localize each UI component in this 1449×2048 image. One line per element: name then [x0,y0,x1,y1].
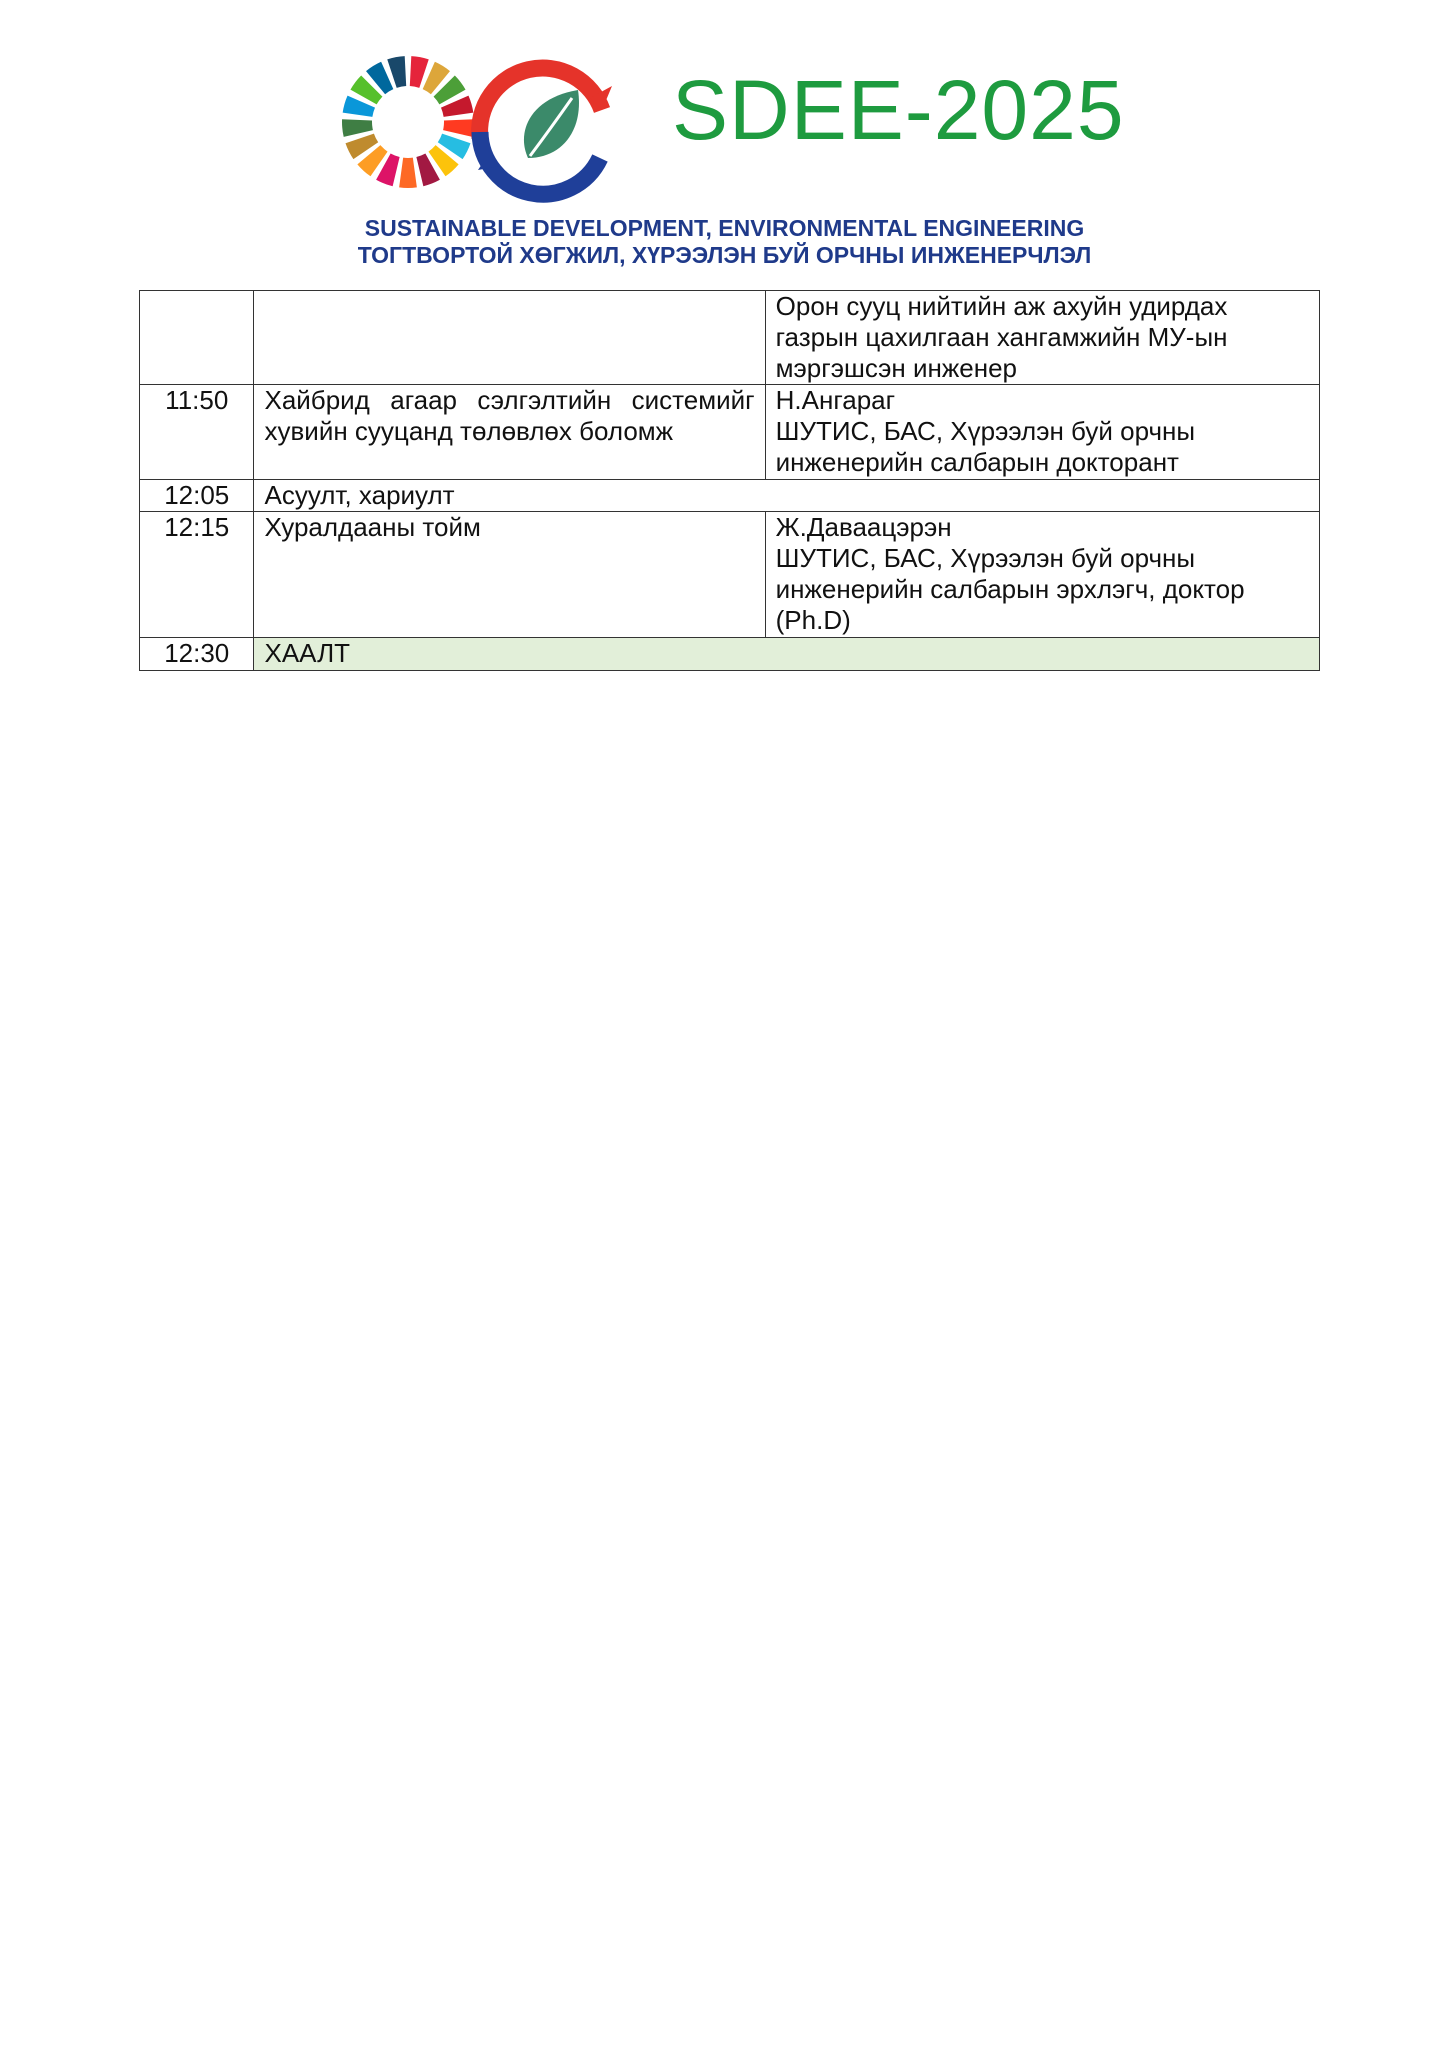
wheel-segment [443,119,474,137]
closing-cell: ХААЛТ [254,638,1320,671]
table-row [140,480,1320,512]
speaker-cell [765,291,1319,385]
topic-cell: Хайбрид агаар сэлгэлтийн системийг хувийн сууцанд төлөвлөх боломж [254,385,765,480]
brand-title: SDEE-2025 [672,63,1125,157]
wheel-segment [342,119,373,137]
subtitle-english: SUSTAINABLE DEVELOPMENT, ENVIRONMENTAL ENGINEERING [364,215,1085,241]
speaker-line: ШУТИС, БАС, Хүрээлэн буй орчны [775,416,1196,446]
time-cell: 12:30 [140,638,254,671]
recycle-leaf-icon [478,68,612,194]
logo-icon [340,40,640,210]
topic-cell: Асуулт, хариулт [254,480,1320,512]
wheel-segment [399,158,417,188]
table-row [140,512,1320,638]
time-cell: 12:05 [140,480,254,512]
speaker-line: инженерийн салбарын докторант [775,447,1179,477]
time-cell: 11:50 [140,385,254,480]
speaker-line: газрын цахилгаан хангамжийн МУ-ын [775,322,1228,352]
speaker-line: инженерийн салбарын эрхлэгч, доктор [775,574,1245,604]
speaker-name: Н.Ангараг [775,385,896,415]
time-cell [140,291,254,385]
sdg-color-wheel-icon [342,56,474,188]
speaker-name: Ж.Даваацэрэн [775,512,952,542]
table-row-closing [140,638,1320,671]
topic-cell [254,291,765,385]
speaker-line: Орон сууц нийтийн аж ахуйн удирдах [775,291,1228,321]
table-row [140,291,1320,385]
page-header [0,0,1449,280]
time-cell: 12:15 [140,512,254,638]
speaker-line: ШУТИС, БАС, Хүрээлэн буй орчны [775,543,1196,573]
speaker-line: (Ph.D) [775,605,851,635]
topic-cell: Хуралдааны тойм [254,512,765,638]
speaker-cell [765,512,1319,638]
speaker-line: мэргэшсэн инженер [775,353,1018,383]
subtitle-mongolian: ТОГТВОРТОЙ ХӨГЖИЛ, ХҮРЭЭЛЭН БУЙ ОРЧНЫ ИНЖЕНЕРЧЛЭЛ [357,242,1092,268]
schedule-table [139,290,1320,671]
speaker-cell [765,385,1319,480]
table-row [140,385,1320,480]
